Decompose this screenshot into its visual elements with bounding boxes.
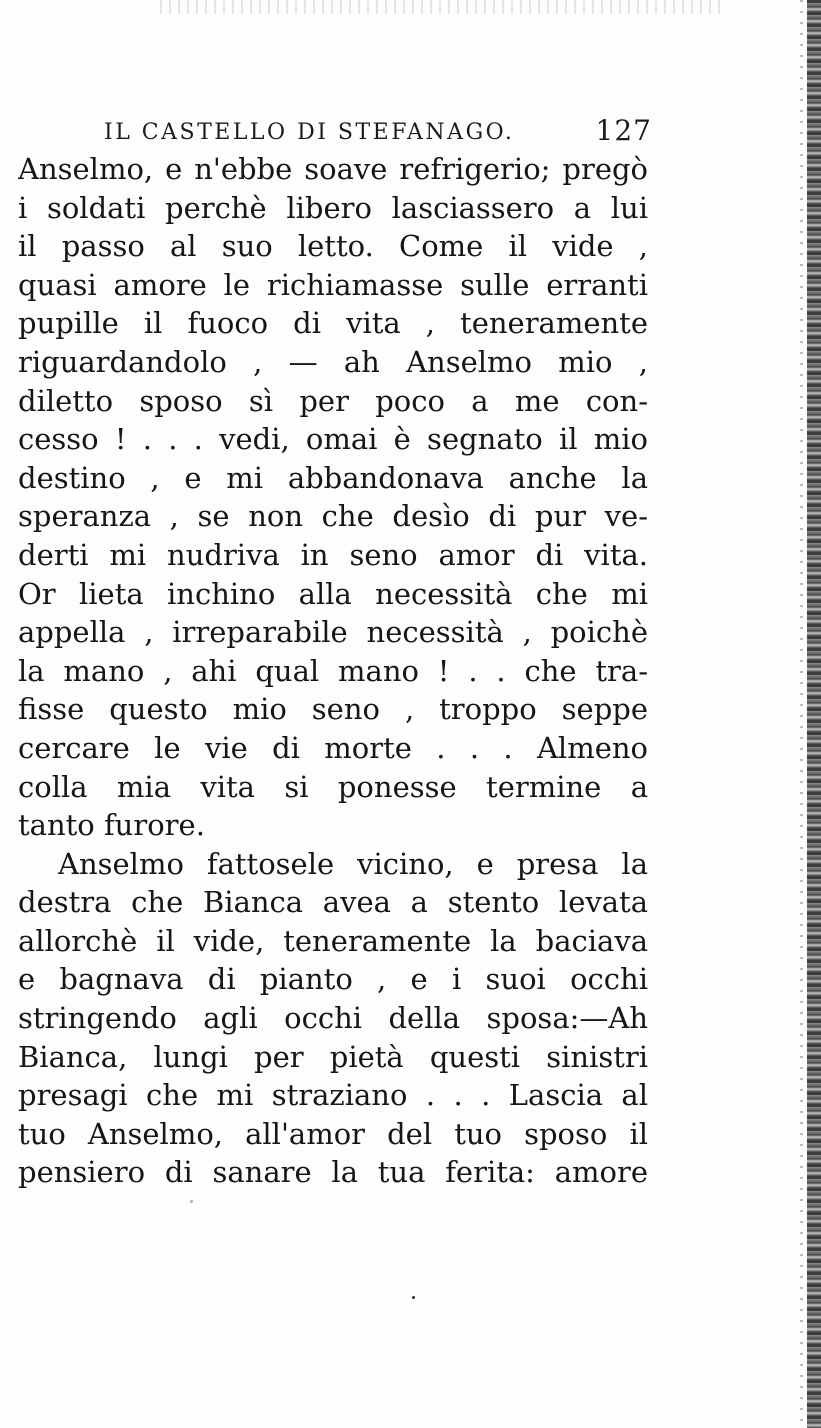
text-line: appella , irreparabile necessità , poichè (18, 615, 648, 650)
text-line: pupille il fuoco di vita , teneramente (18, 306, 648, 341)
text-line: Anselmo, e n'ebbe soave refrigerio; pregò (18, 152, 648, 186)
text-line: destra che Bianca avea a stento levata (18, 885, 648, 920)
body-text (18, 150, 648, 1192)
scan-edge-shadow (800, 0, 803, 1428)
scan-speck (412, 1296, 415, 1299)
page-header (104, 114, 652, 150)
scan-speck (190, 1200, 193, 1203)
text-line: la mano , ahi qual mano ! . . che tra- (18, 653, 648, 688)
text-line: tanto furore. (18, 808, 205, 843)
text-line: riguardandolo , — ah Anselmo mio , (18, 344, 648, 379)
text-line: Anselmo fattosele vicino, e presa la (58, 846, 648, 881)
text-line: quasi amore le richiamasse sulle erranti (18, 267, 648, 302)
page-number: 127 (595, 114, 652, 147)
text-line: speranza , se non che desìo di pur ve- (18, 499, 648, 534)
scan-edge-binding (807, 0, 821, 1428)
text-line: tuo Anselmo, all'amor del tuo sposo il (18, 1116, 648, 1151)
text-line: e bagnava di pianto , e i suoi occhi (18, 962, 648, 997)
text-line: i soldati perchè libero lasciassero a lui (18, 190, 648, 225)
text-line: fisse questo mio seno , troppo seppe (18, 692, 648, 727)
text-line: cercare le vie di morte . . . Almeno (18, 730, 648, 765)
text-line: Or lieta inchino alla necessità che mi (18, 576, 648, 611)
text-line: colla mia vita si ponesse termine a (18, 769, 648, 804)
text-line: il passo al suo letto. Come il vide , (18, 229, 648, 264)
text-line: Bianca, lungi per pietà questi sinistri (18, 1039, 648, 1074)
text-line: destino , e mi abbandonava anche la (18, 460, 648, 495)
text-line: allorchè il vide, teneramente la baciava (18, 923, 648, 958)
scan-noise-top (160, 0, 720, 14)
text-line: presagi che mi straziano . . . Lascia al (18, 1078, 648, 1113)
running-head: IL CASTELLO DI STEFANAGO. (104, 120, 515, 145)
text-line: stringendo agli occhi della sposa:—Ah (18, 1001, 648, 1036)
text-line: diletto sposo sì per poco a me con- (18, 383, 648, 418)
text-line: pensiero di sanare la tua ferita: amore (18, 1155, 648, 1190)
text-line: cesso ! . . . vedi, omai è segnato il mio (18, 422, 648, 457)
text-line: derti mi nudriva in seno amor di vita. (18, 537, 648, 572)
